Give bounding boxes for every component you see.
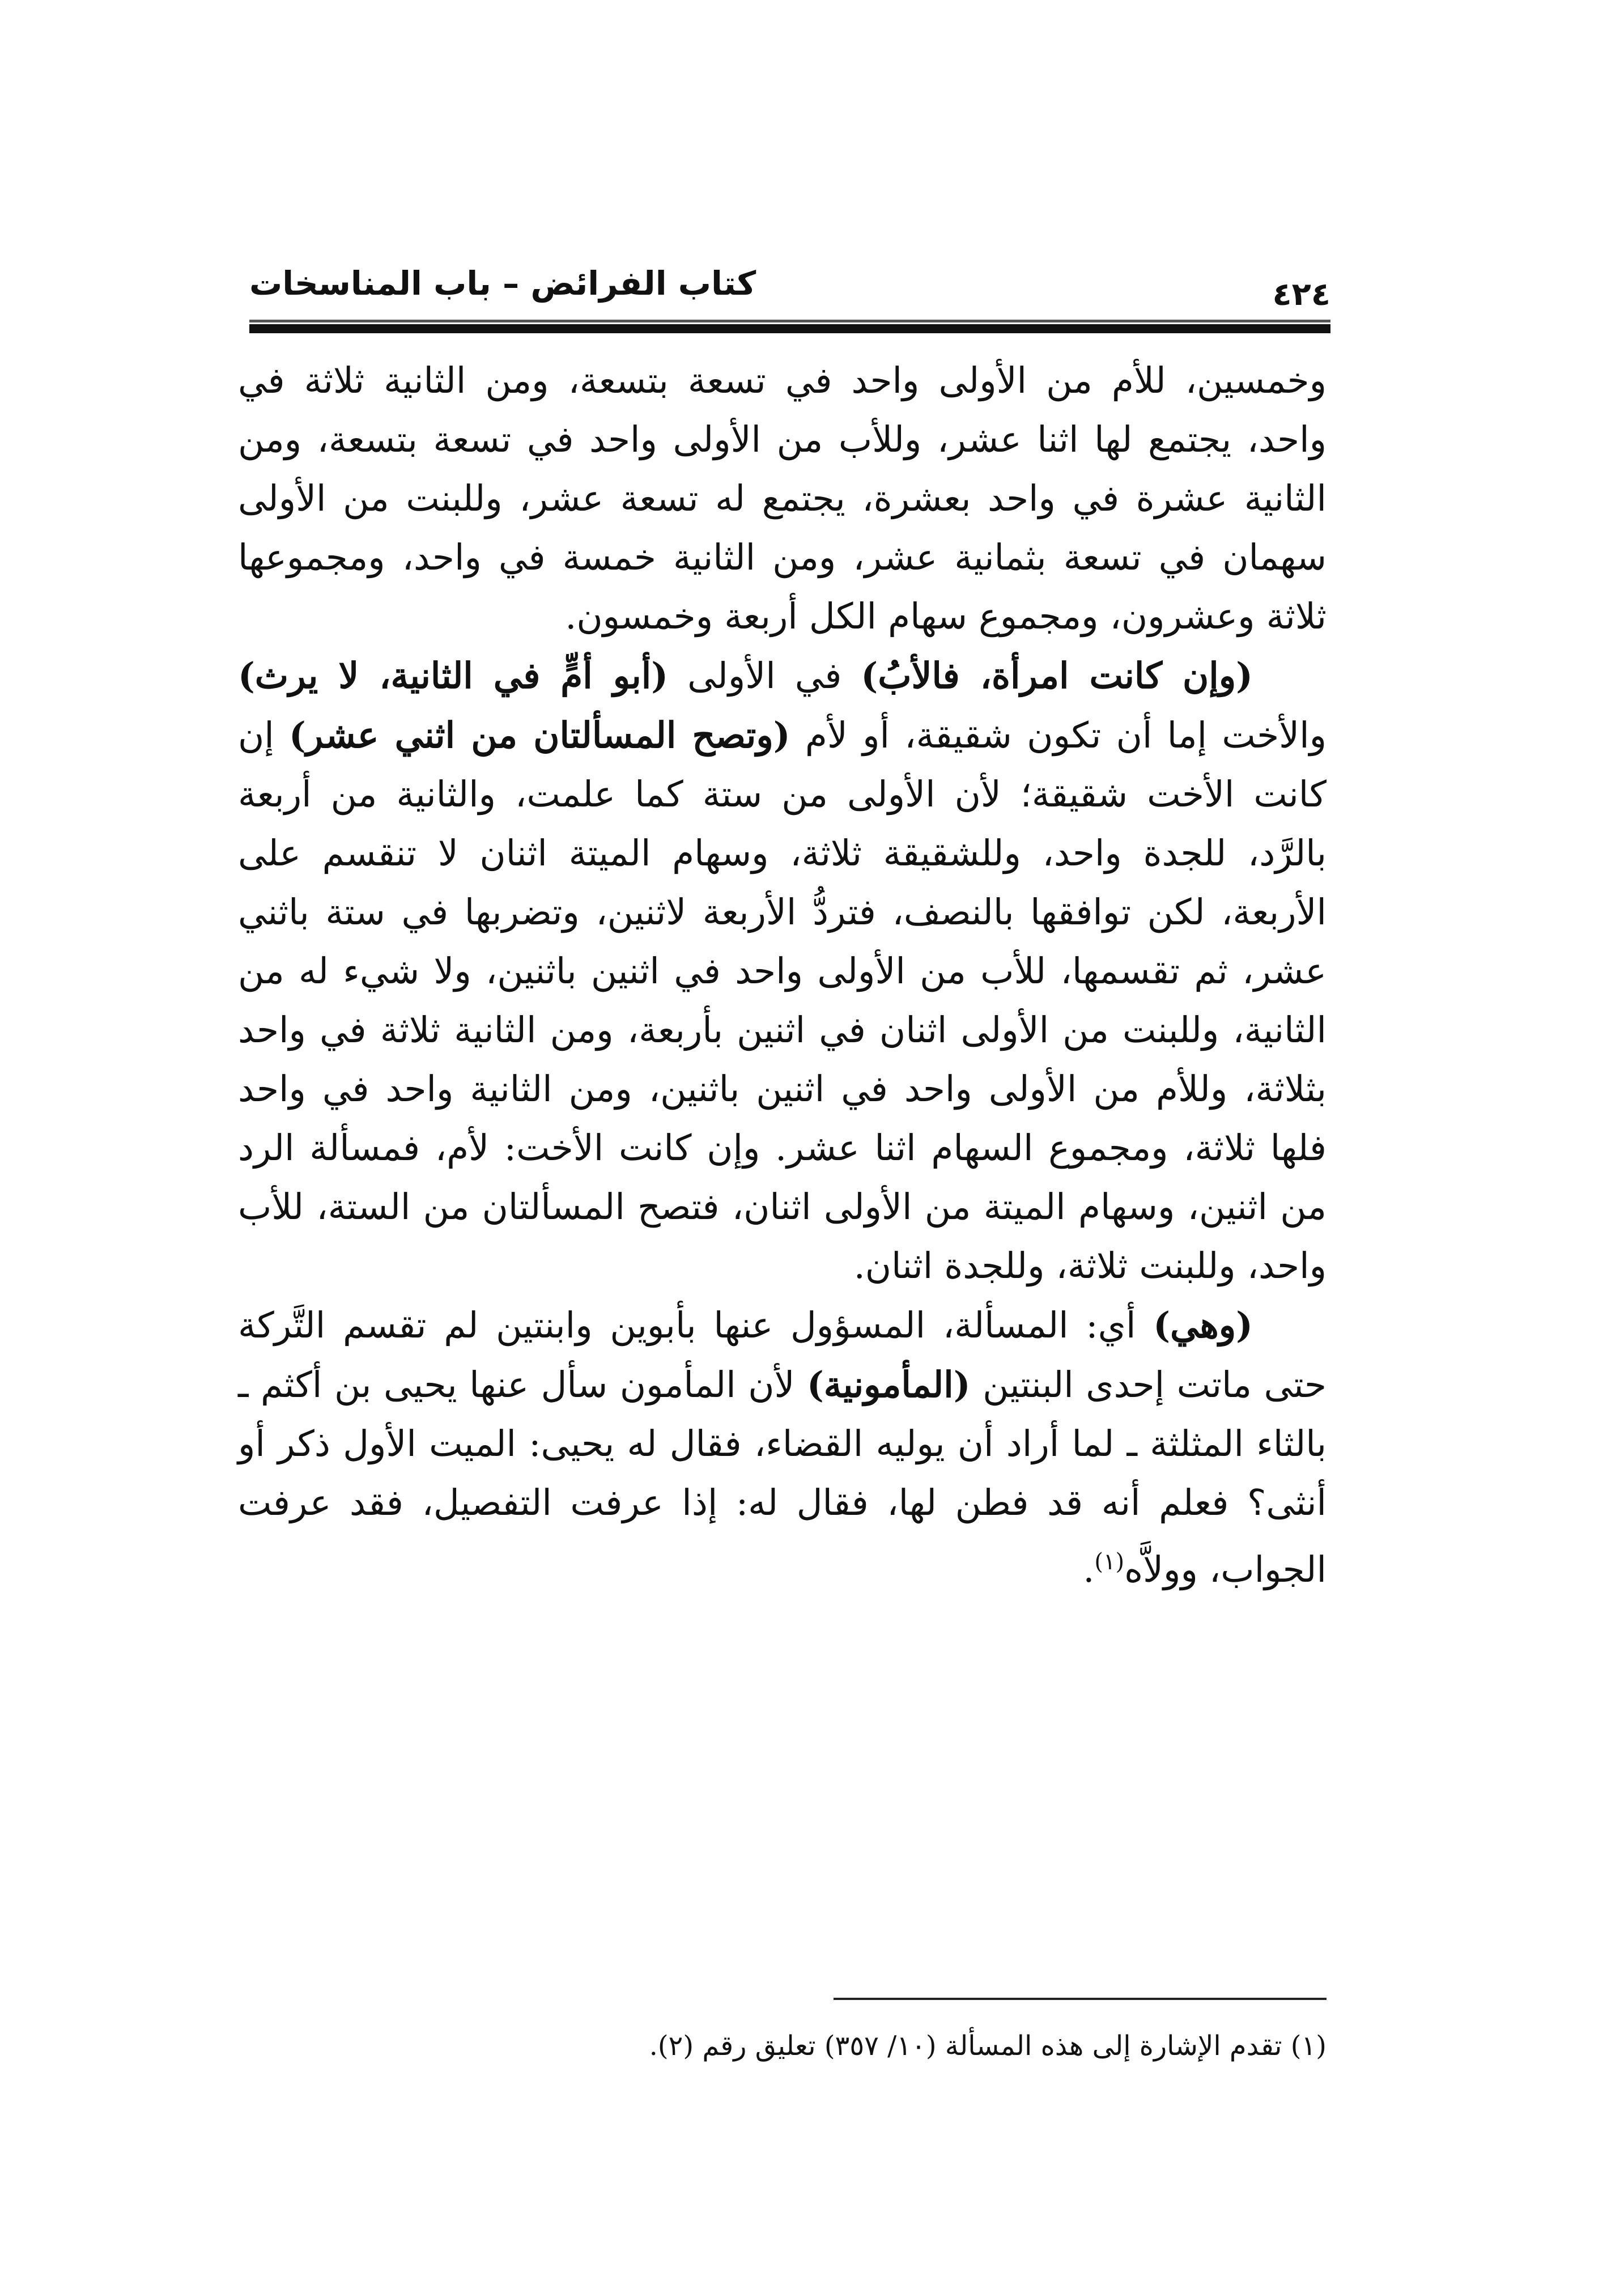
quoted-matn: (وتصح المسألتان من اثني عشر) xyxy=(289,714,790,756)
footnote-reference[interactable]: (١) xyxy=(1094,1549,1125,1575)
main-text xyxy=(238,351,1327,1599)
header-rule-thick xyxy=(249,324,1330,333)
page-header xyxy=(249,249,1330,334)
footnote-marker: (١) xyxy=(1290,2030,1327,2062)
commentary-text: في الأولى xyxy=(668,655,861,697)
commentary-text: . xyxy=(1083,1549,1095,1590)
quoted-matn: (وهي) xyxy=(1153,1304,1253,1346)
paragraph-3 xyxy=(238,1296,1327,1599)
footnote-text: تقدم الإشارة إلى هذه المسألة (١٠/ ٣٥٧) تعليق رقم (٢). xyxy=(649,2030,1291,2062)
quoted-matn: (أبو أمٍّ في الثانية، لا يرث) xyxy=(238,655,669,697)
commentary-text: والأخت إما أن تكون شقيقة، أو لأم xyxy=(790,715,1327,756)
paragraph-1: وخمسين، للأم من الأولى واحد في تسعة بتسعة، ومن الثانية ثلاثة في واحد، يجتمع لها اثنا عشر، وللأب من الأولى واحد في تسعة بتسعة، ومن الثانية عشرة في واحد بعشرة، يجتمع له تسعة عشر، وللبنت من الأولى سهمان في تسعة بثمانية عشر، ومن الثانية خمسة في واحد، ومجموعها ثلاثة وعشرون، ومجموع سهام الكل أربعة وخمسون. xyxy=(238,360,1327,637)
commentary-text: لأن المأمون سأل عنها يحيى بن أكثم ـ بالثاء المثلثة ـ لما أراد أن يوليه القضاء، فقال له يحيى: الميت الأول ذكر أو أنثى؟ فعلم أنه قد فطن لها، فقال له: إذا عرفت التفصيل، فقد عرفت الجواب، وولاَّه xyxy=(238,1364,1327,1590)
footnote-separator xyxy=(834,1998,1327,2000)
commentary-text: أي: المسألة، المسؤول عنها بأبوين وابنتين لم تقسم التَّركة حتى ماتت إحدى البنتين xyxy=(238,1305,1327,1405)
quoted-matn: (المأمونية) xyxy=(807,1364,971,1405)
footnote xyxy=(238,2023,1327,2069)
page-number: ٤٢٤ xyxy=(1272,276,1330,313)
header-rule-thin xyxy=(249,320,1330,322)
running-title: كتاب الفرائض – باب المناسخات xyxy=(249,264,756,303)
paragraph-2 xyxy=(238,646,1327,1296)
quoted-matn: (وإن كانت امرأة، فالأبُ) xyxy=(861,655,1253,697)
commentary-text: إن كانت الأخت شقيقة؛ لأن الأولى من ستة كما علمت، والثانية من أربعة بالرَّد، للجدة واحد، وللشقيقة ثلاثة، وسهام الميتة اثنان لا تنقسم على الأربعة، لكن توافقها بالنصف، فتردُّ الأربعة لاثنين، وتضربها في ستة باثني عشر، ثم تقسمها، للأب من الأولى واحد في اثنين باثنين، ولا شيء له من الثانية، وللبنت من الأولى اثنان في اثنين بأربعة، ومن الثانية ثلاثة في واحد بثلاثة، وللأم من الأولى واحد في اثنين باثنين، ومن الثانية واحد في واحد فلها ثلاثة، ومجموع السهام اثنا عشر. وإن كانت الأخت: لأم، فمسألة الرد من اثنين، وسهام الميتة من الأولى اثنان، فتصح المسألتان من الستة، للأب واحد، وللبنت ثلاثة، وللجدة اثنان. xyxy=(238,715,1327,1286)
